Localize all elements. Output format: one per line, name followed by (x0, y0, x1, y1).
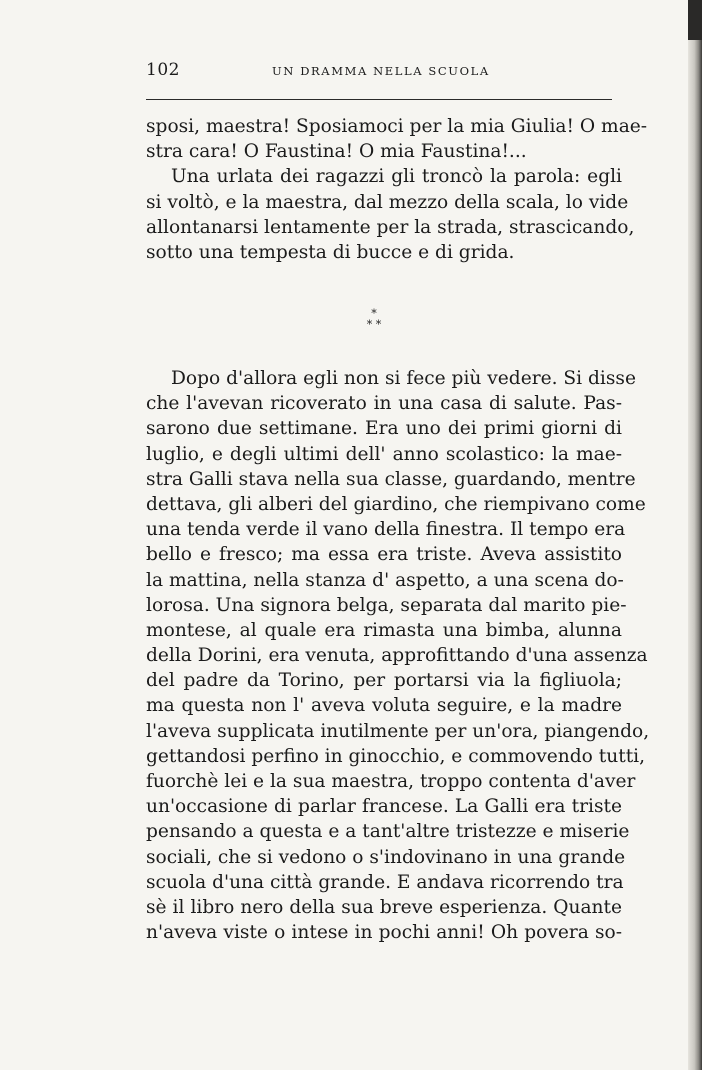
page-edge-shadow (688, 0, 702, 1070)
text-line: ma questa non l' aveva voluta seguire, e la madre (146, 695, 622, 717)
text-block-lower (146, 366, 650, 945)
text-line: dettava, gli alberi del giardino, che riempivano come (146, 493, 646, 515)
text-line: montese, al quale era rimasta una bimba, alunna (146, 619, 622, 641)
text-line: sociali, che si vedono o s'indovinano in una grande (146, 846, 626, 868)
asterism-top-star: * (371, 307, 377, 320)
text-line: n'aveva viste o intese in pochi anni! Oh povera so- (146, 922, 622, 944)
text-line: pensando a questa e a tant'altre tristezze e miserie (146, 821, 630, 843)
text-line: lorosa. Una signora belga, separata dal marito pie- (146, 594, 627, 616)
page-corner-shadow (688, 0, 702, 40)
text-line: gettandosi perfino in ginocchio, e commovendo tutti, (146, 745, 646, 767)
text-line: bello e fresco; ma essa era triste. Aveva assistito (146, 544, 622, 566)
text-line: Dopo d'allora egli non si fece più vedere. Si disse (171, 368, 636, 389)
text-line: sotto una tempesta di bucce e di grida. (146, 241, 515, 263)
text-line: sposi, maestra! Sposiamoci per la mia Giulia! O mae- (146, 116, 648, 137)
text-line: allontanarsi lentamente per la strada, strascicando, (146, 216, 635, 238)
text-line: l'aveva supplicata inutilmente per un'ora, piangendo, (146, 720, 650, 742)
text-line: una tenda verde il vano della finestra. Il tempo era (146, 519, 626, 541)
text-line: sarono due settimane. Era uno dei primi giorni di (146, 418, 622, 440)
text-line: un'occasione di parlar francese. La Galli era triste (146, 796, 622, 818)
text-line: del padre da Torino, per portarsi via la figliuola; (146, 670, 622, 692)
text-line: Una urlata dei ragazzi gli troncò la parola: egli (171, 166, 622, 188)
text-line: stra Galli stava nella sua classe, guardando, mentre (146, 468, 636, 490)
section-break-asterism (360, 308, 388, 338)
running-head (146, 60, 612, 86)
text-line: luglio, e degli ultimi dell' anno scolastico: la mae- (146, 443, 622, 465)
text-line: sè il libro nero della sua breve esperienza. Quante (146, 896, 622, 918)
text-line: scuola d'una città grande. E andava ricorrendo tra (146, 871, 624, 893)
text-line: stra cara! O Faustina! O mia Faustina!... (146, 141, 527, 163)
text-block-upper (146, 114, 648, 265)
text-line: si voltò, e la maestra, dal mezzo della scala, lo vide (146, 191, 629, 213)
text-line: fuorchè lei e la sua maestra, troppo contenta d'aver (146, 771, 636, 792)
text-line: che l'avevan ricoverato in una casa di salute. Pas- (146, 393, 622, 415)
header-rule (146, 99, 612, 100)
page-number: 102 (146, 60, 180, 80)
text-line: la mattina, nella stanza d' aspetto, a una scena do- (146, 569, 624, 591)
text-line: della Dorini, era venuta, approfittando d'una assenza (146, 645, 648, 667)
running-title: UN DRAMMA NELLA SCUOLA (272, 64, 490, 78)
asterism-bottom-stars: * * (366, 318, 382, 331)
